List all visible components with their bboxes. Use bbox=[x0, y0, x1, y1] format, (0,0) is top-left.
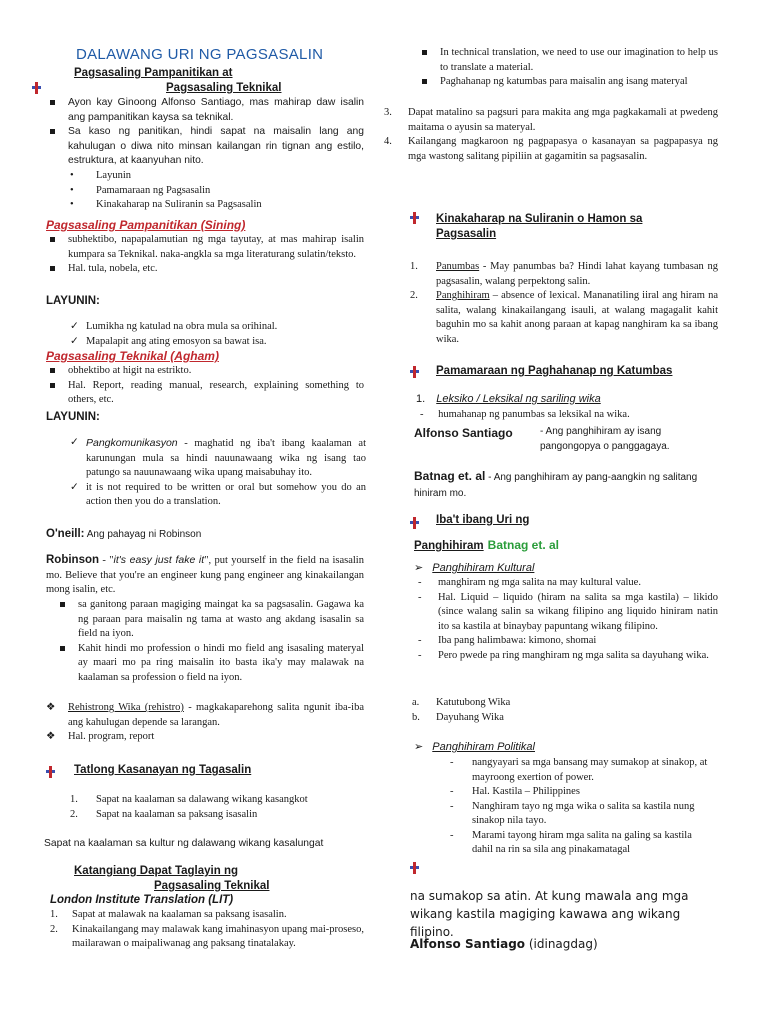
kasanayan-2: Sapat na kaalaman sa paksang isasalin bbox=[96, 808, 258, 820]
intro-bullet-2: Sa kaso ng panitikan, hindi sapat na maisalin lang ang kahulugan o diwa nito minsan kailangan rin tignan ang estilo, estruktura, at kaanyuhan nito. bbox=[68, 126, 364, 166]
dot-bullet-icon: • bbox=[70, 199, 74, 210]
page-title: DALAWANG URI NG PAGSASALIN bbox=[76, 46, 324, 63]
arrow-bullet-icon: ➢ bbox=[414, 741, 424, 753]
square-bullet-icon bbox=[50, 368, 55, 373]
intro-bullets bbox=[46, 96, 364, 169]
lit-list bbox=[50, 908, 364, 952]
dot-bullet-icon: • bbox=[70, 170, 74, 181]
heading-panghihiram-line bbox=[414, 536, 559, 554]
kasanayan-list bbox=[70, 793, 320, 822]
square-bullet-icon bbox=[50, 237, 55, 242]
heading-katangian-1: Katangiang Dapat Taglayin ng bbox=[74, 865, 238, 877]
layunin-checks-1 bbox=[70, 320, 366, 349]
robinson-bullets bbox=[56, 598, 364, 685]
oneill-label: O'neill: bbox=[46, 528, 85, 540]
rehistro-term: Rehistrong Wika (rehistro) bbox=[68, 702, 184, 713]
heading-teknikal: Pagsasaling Teknikal (Agham) bbox=[46, 349, 219, 363]
pin-icon bbox=[410, 517, 419, 529]
lit-item-1: Sapat at malawak na kaalaman sa paksang isasalin. bbox=[72, 909, 287, 920]
list-number: 1. bbox=[70, 794, 78, 805]
robinson-bullet-2: Kahit hindi mo profession o hindi mo field ang isasaling materyal ay maari mo pa ring maisalin ito basta ika'y may malawak na kaalaman sa profession o field na iyon. bbox=[78, 642, 364, 683]
pin-icon bbox=[410, 366, 419, 378]
dot-item: Layunin bbox=[96, 170, 131, 181]
oneill-text: Ang pahayag ni Robinson bbox=[84, 529, 202, 540]
check-desc: - maghatid ng iba't ibang kaalaman at karunungan mula sa hindi nauunawaang wika ng isang tao patungo sa nauunawaang wika upang maisabuhay ito. bbox=[86, 438, 366, 478]
square-bullet-icon bbox=[60, 602, 65, 607]
pampanitikan-bullet-1: subhektibo, napapalamutian ng mga tayutay, at mas mahirap isalin kumpara sa Teknikal. naka-angkla sa mga literaturang sulatin/teksto. bbox=[68, 234, 364, 260]
dash-bullet: - bbox=[418, 591, 422, 603]
heading-ibang-uri: Iba't ibang Uri ng bbox=[436, 514, 530, 526]
list-number: 1. bbox=[410, 261, 418, 272]
dash-bullet: - bbox=[420, 409, 424, 420]
kultural-item: Hal. Liquid – liquido (hiram na salita sa mga kastila) – likido (since walang salin sa wikang filipino ang liquido hiniram natin ito sa kastila at binaybay papuntang wikang filipino. bbox=[438, 591, 718, 632]
dot-item: Pamamaraan ng Pagsasalin bbox=[96, 184, 211, 196]
check-icon: ✓ bbox=[70, 335, 79, 347]
square-bullet-icon bbox=[422, 79, 427, 84]
check-icon: ✓ bbox=[70, 481, 79, 493]
layunin-checks-2 bbox=[70, 436, 366, 510]
kultural-sub-b: Dayuhang Wika bbox=[436, 711, 504, 723]
robinson-quote: it's easy just fake it bbox=[113, 554, 205, 566]
heading-tatlong: Tatlong Kasanayan ng Tagasalin bbox=[74, 764, 252, 776]
numbered-item-4: Kailangang magkaroon ng pagpapasya o kasanayan sa pagpapasya ng mga wastong salitang pipiliin at gagamitin sa pagsasalin. bbox=[408, 136, 718, 162]
lit-heading: London Institute Translation (LIT) bbox=[50, 894, 234, 906]
heading-pampanitikan: Pagsasaling Pampanitikan (Sining) bbox=[46, 218, 246, 232]
panghihiram-desc: – absence of lexical. Mananatiling iiral ang hiram na salita, walang kinakailangang isauli, at walang magagalit kahit baguhin mo sa kahit anong paraan at kapag nanghiram ka sa ibang wika. bbox=[436, 290, 718, 345]
teknikal-bullet-1: obhektibo at higit na estrikto. bbox=[68, 365, 192, 376]
kultural-list bbox=[418, 576, 718, 663]
square-bullet-icon bbox=[50, 129, 55, 134]
heading-suliranin-1: Kinakaharap na Suliranin o Hamon sa bbox=[436, 213, 643, 225]
dash-bullet: - bbox=[418, 649, 422, 661]
heading-pamamaraan: Pamamaraan ng Paghahanap ng Katumbas bbox=[436, 365, 673, 377]
politikal-item: Marami tayong hiram mga salita na galing sa kastila dahil na rin sa sila ang pinakamatagal bbox=[472, 829, 692, 855]
closing-author: Alfonso Santiago bbox=[410, 937, 526, 951]
numbered-list-continued bbox=[384, 106, 718, 164]
check-item: Lumikha ng katulad na obra mula sa orihinal. bbox=[86, 321, 278, 332]
batnag-text: - Ang panghihiram ay pang-aangkin ng salitang hiniram mo. bbox=[414, 472, 698, 499]
pin-icon bbox=[32, 82, 41, 94]
layunin-heading-1: LAYUNIN: bbox=[46, 295, 100, 307]
kasanayan-3: Sapat na kaalaman sa kultur ng dalawang wikang kasalungat bbox=[44, 838, 324, 849]
batnag-label: Batnag et. al bbox=[414, 469, 486, 483]
check-icon: ✓ bbox=[70, 437, 79, 448]
list-number: 1. bbox=[416, 393, 426, 405]
robinson-text: ", put yourself in the field na isasalin mo. Believe that you're an engineer kung pang engineer ang kinakailangan mong isalin, etc. bbox=[46, 555, 364, 595]
kultural-heading-line bbox=[414, 561, 534, 574]
list-number: 2. bbox=[70, 808, 78, 820]
dot-item: Kinakaharap na Suliranin sa Pagsasalin bbox=[96, 199, 262, 210]
closing-text: na sumakop sa atin. At kung mawala ang mga wikang kastila magiging kawawa ang wikang filipino. bbox=[410, 889, 689, 939]
list-letter: b. bbox=[412, 711, 420, 723]
pampanitikan-bullet-2: Hal. tula, nobela, etc. bbox=[68, 263, 158, 274]
square-bullet-icon bbox=[50, 383, 55, 388]
diamond-bullet-icon: ❖ bbox=[46, 731, 56, 742]
heading-katangian-2: Pagsasaling Teknikal bbox=[154, 880, 270, 892]
list-number: 3. bbox=[384, 107, 392, 118]
pin-icon bbox=[410, 862, 419, 874]
list-number: 2. bbox=[410, 290, 418, 301]
section-heading-dalawang bbox=[74, 66, 284, 80]
leksiko-item bbox=[416, 393, 716, 405]
kultural-item: manghiram ng mga salita na may kultural value. bbox=[438, 577, 641, 588]
check-item: it is not required to be written or oral but somehow you do an action then you do a translation. bbox=[86, 481, 366, 507]
check-icon: ✓ bbox=[70, 321, 79, 332]
heading-line-1: Pagsasaling Pampanitikan at bbox=[74, 67, 233, 79]
robinson-paragraph bbox=[46, 553, 364, 598]
square-bullet-icon bbox=[422, 50, 427, 55]
square-bullet-icon bbox=[60, 646, 65, 651]
dash-bullet: - bbox=[450, 829, 454, 841]
kultural-item: Pero pwede pa ring manghiram ng mga salita sa dayuhang wika. bbox=[438, 649, 709, 661]
politikal-heading-line bbox=[414, 740, 535, 753]
dash-bullet: - bbox=[418, 577, 422, 588]
continued-bullet-1: In technical translation, we need to use our imagination to help us to translate a material. bbox=[440, 47, 718, 73]
continued-bullet-2: Paghahanap ng katumbas para maisalin ang isang materyal bbox=[440, 76, 688, 87]
square-bullet-icon bbox=[50, 100, 55, 105]
heading-panghihiram: Panghihiram bbox=[414, 540, 484, 552]
heading-line-2: Pagsasaling Teknikal bbox=[166, 82, 282, 94]
intro-bullet-1: Ayon kay Ginoong Alfonso Santiago, mas mahirap daw isalin ang pampanitikan kaysa sa teknikal. bbox=[68, 97, 364, 123]
closing-attribution bbox=[410, 935, 720, 953]
pin-icon bbox=[410, 212, 419, 224]
suliranin-list bbox=[410, 260, 718, 347]
dot-list bbox=[70, 169, 350, 213]
closing-note: (idinagdag) bbox=[525, 937, 598, 951]
politikal-item: Nanghiram tayo ng mga wika o salita sa kastila nung sinakop nila tayo. bbox=[472, 800, 695, 826]
politikal-list bbox=[450, 756, 714, 858]
teknikal-bullet-2: Hal. Report, reading manual, research, explaining something to others, etc. bbox=[68, 379, 364, 405]
lit-item-2: Kinakailangang may malawak kang imahinasyon upang mai-proseso, mailarawan o maipaliwanag ang paksang tinatalakay. bbox=[72, 923, 364, 949]
dash-bullet: - bbox=[450, 800, 454, 812]
kultural-item: Iba pang halimbawa: kimono, shomai bbox=[438, 635, 597, 646]
robinson-quote-open: - " bbox=[99, 555, 114, 566]
rehistro-example: Hal. program, report bbox=[68, 731, 155, 742]
kultural-sublist bbox=[412, 696, 712, 725]
politikal-heading: Panghihiram Politikal bbox=[432, 741, 535, 753]
diamond-bullet-icon: ❖ bbox=[46, 702, 56, 713]
square-bullet-icon bbox=[50, 266, 55, 271]
layunin-heading-2: LAYUNIN: bbox=[46, 411, 100, 423]
politikal-item: nangyayari sa mga bansang may sumakop at sinakop, at mayroong exertion of power. bbox=[472, 757, 708, 783]
kultural-sub-a: Katutubong Wika bbox=[436, 697, 511, 708]
heading-batnag-green: Batnag et. al bbox=[487, 538, 560, 552]
teknikal-bullets bbox=[46, 364, 364, 408]
check-item: Mapalapit ang ating emosyon sa bawat isa. bbox=[86, 335, 267, 347]
oneill-line bbox=[46, 527, 201, 541]
continued-bullets bbox=[418, 46, 718, 90]
panumbas-desc: - May panumbas ba? Hindi lahat kayang tumbasan ng pagsasalin, walang perpektong salin. bbox=[436, 261, 718, 287]
rehistro-bullets bbox=[46, 701, 364, 745]
heading-suliranin-2: Pagsasalin bbox=[436, 228, 497, 240]
list-number: 1. bbox=[50, 909, 58, 920]
leksiko-term: Leksiko / Leksikal ng sariling wika bbox=[436, 393, 601, 405]
alfonso-label: Alfonso Santiago bbox=[414, 426, 513, 440]
panghihiram-term: Panghihiram bbox=[436, 290, 490, 301]
list-letter: a. bbox=[412, 697, 420, 708]
robinson-bullet-1: sa ganitong paraan magiging maingat ka sa pagsasalin. Gagawa ka ng paraan para maisalin ng tama at wasto ang akdang isasalin sa field na iyon. bbox=[78, 599, 364, 639]
leksiko-desc-text: humahanap ng panumbas sa leksikal na wika. bbox=[438, 409, 630, 420]
panumbas-term: Panumbas bbox=[436, 261, 480, 272]
pin-icon bbox=[46, 766, 55, 778]
list-number: 2. bbox=[50, 923, 58, 935]
politikal-item: Hal. Kastila – Philippines bbox=[472, 786, 580, 797]
dash-bullet: - bbox=[418, 635, 422, 646]
dash-bullet: - bbox=[450, 786, 454, 797]
alfonso-text: - Ang panghihiram ay isang pangongopya o panggagaya. bbox=[540, 426, 670, 452]
batnag-quote bbox=[414, 469, 718, 502]
robinson-label: Robinson bbox=[46, 554, 100, 566]
kasanayan-1: Sapat na kaalaman sa dalawang wikang kasangkot bbox=[96, 794, 308, 805]
pampanitikan-bullets bbox=[46, 233, 364, 277]
kultural-heading: Panghihiram Kultural bbox=[432, 562, 535, 574]
check-term: Pangkomunikasyon bbox=[86, 437, 178, 449]
dot-bullet-icon: • bbox=[70, 184, 74, 196]
arrow-bullet-icon: ➢ bbox=[414, 562, 424, 574]
numbered-item-3: Dapat matalino sa pagsuri para makita ang mga pagkakamali at pwedeng maitama o ayusin sa materyal. bbox=[408, 107, 718, 133]
dash-bullet: - bbox=[450, 757, 454, 768]
rehistro-desc: - magkakaparehong salita ngunit iba-iba ang kahulugan depende sa larangan. bbox=[68, 702, 365, 728]
list-number: 4. bbox=[384, 136, 392, 147]
leksiko-desc bbox=[420, 408, 720, 423]
